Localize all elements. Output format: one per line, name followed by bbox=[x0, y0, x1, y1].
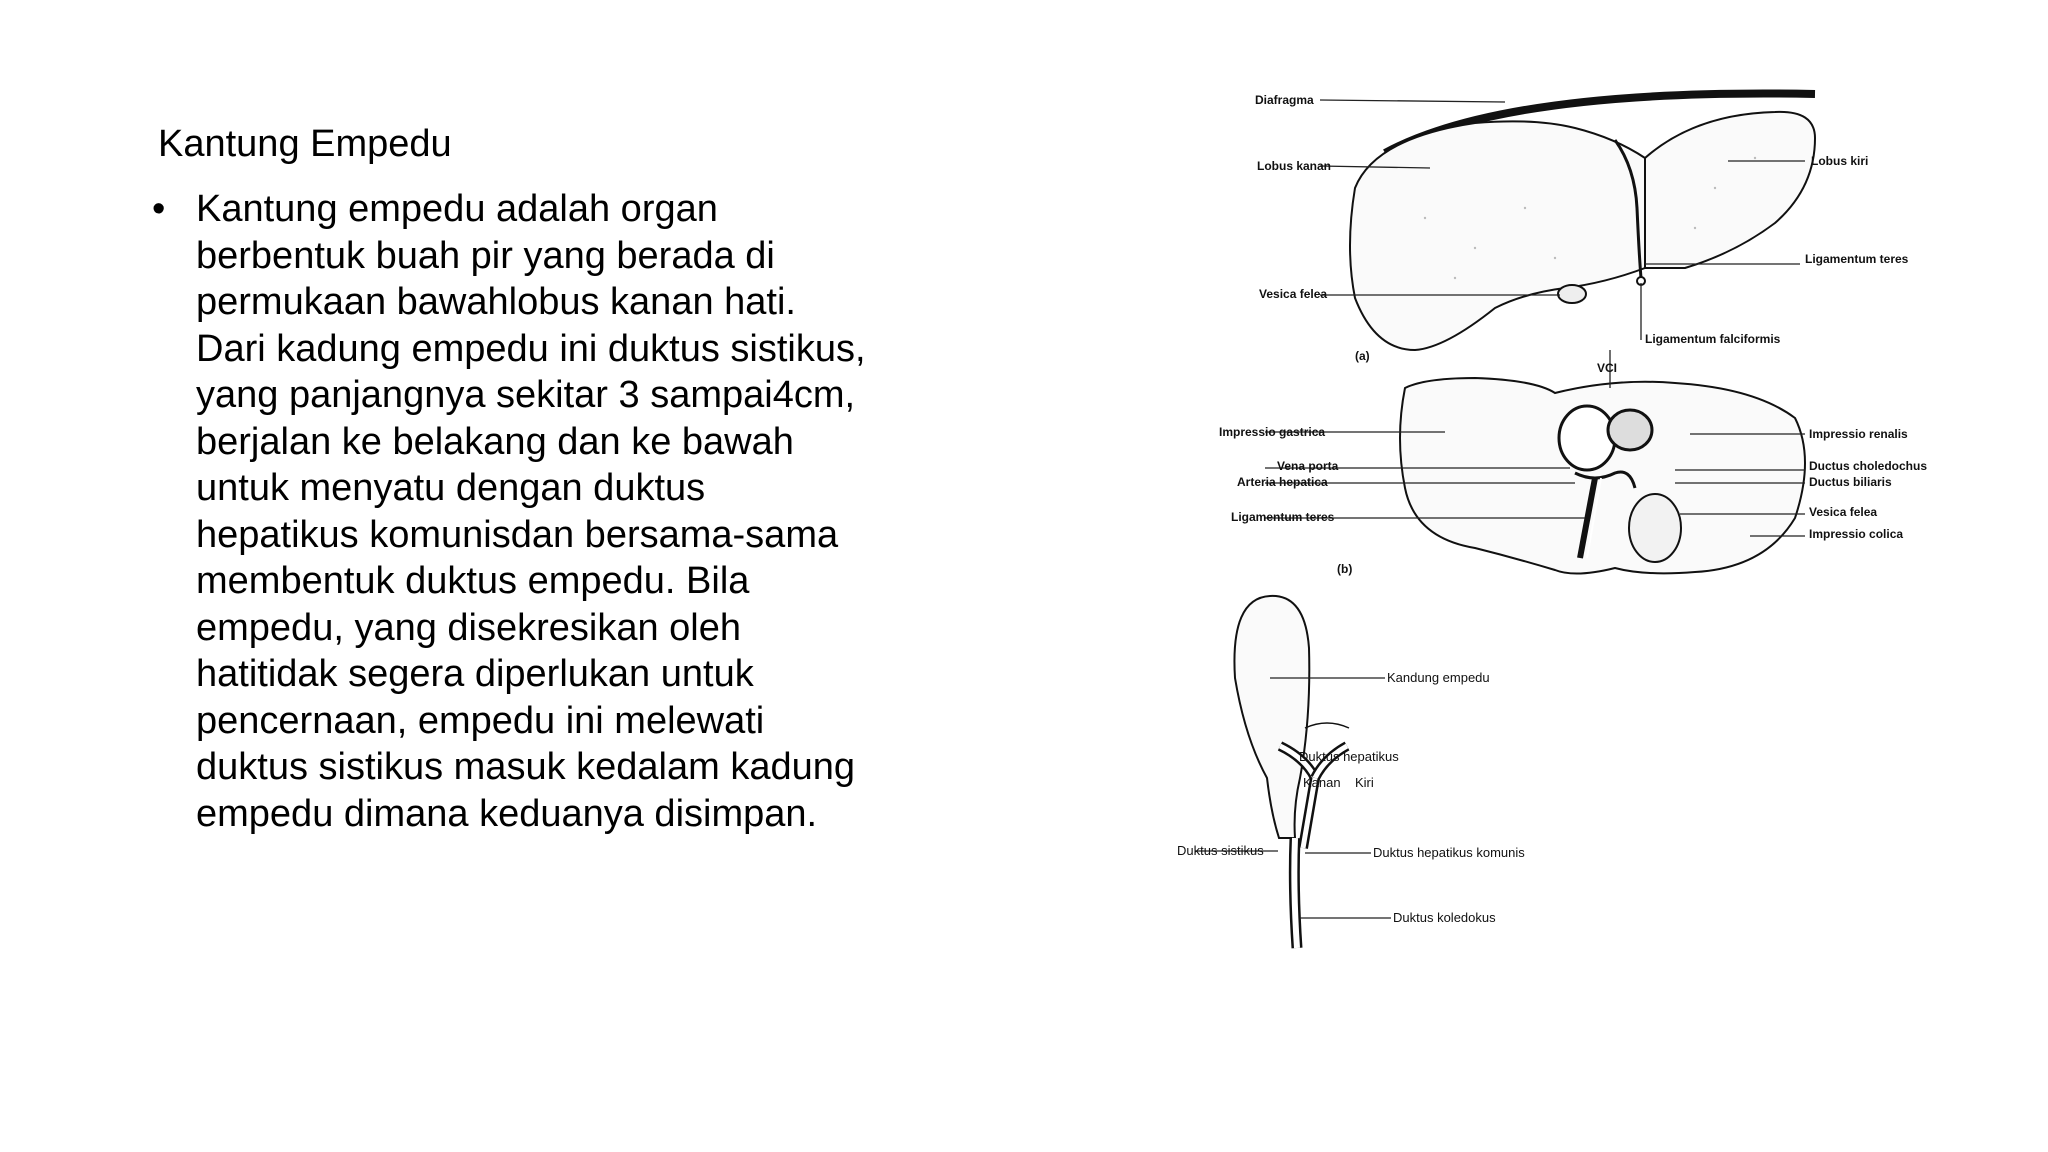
slide-title: Kantung Empedu bbox=[158, 123, 452, 165]
label-vesica-felea-b: Vesica felea bbox=[1809, 505, 1878, 519]
label-ligamentum-teres-b: Ligamentum teres bbox=[1231, 510, 1335, 524]
label-arteria-hepatica: Arteria hepatica bbox=[1237, 475, 1328, 489]
label-duktus-hepatikus: Duktus hepatikus bbox=[1299, 749, 1399, 764]
panel-a-liver-anterior bbox=[1255, 93, 1909, 363]
panel-b-liver-inferior bbox=[1219, 350, 1927, 576]
label-impressio-gastrica: Impressio gastrica bbox=[1219, 425, 1326, 439]
label-ligamentum-teres-a: Ligamentum teres bbox=[1805, 252, 1909, 266]
label-ligamentum-falciformis: Ligamentum falciformis bbox=[1645, 332, 1781, 346]
label-vesica-felea-a: Vesica felea bbox=[1259, 287, 1328, 301]
caption-b: (b) bbox=[1337, 562, 1353, 576]
label-impressio-colica: Impressio colica bbox=[1809, 527, 1904, 541]
label-lobus-kiri: Lobus kiri bbox=[1811, 154, 1869, 168]
panel-c-gallbladder bbox=[1177, 596, 1525, 948]
label-kandung-empedu: Kandung empedu bbox=[1387, 670, 1490, 685]
vesica-felea-shape bbox=[1558, 285, 1586, 303]
label-kanan: Kanan bbox=[1303, 775, 1341, 790]
bullet-list bbox=[152, 186, 872, 837]
liver-left-lobe bbox=[1645, 112, 1815, 268]
anatomy-diagram bbox=[1175, 78, 2005, 958]
label-ductus-choledochus: Ductus choledochus bbox=[1809, 459, 1928, 473]
label-vci: VCI bbox=[1597, 361, 1618, 375]
gallbladder-shape bbox=[1234, 596, 1309, 838]
label-ductus-biliaris: Ductus biliaris bbox=[1809, 475, 1892, 489]
label-duktus-koledokus: Duktus koledokus bbox=[1393, 910, 1496, 925]
label-vena-porta: Vena porta bbox=[1277, 459, 1339, 473]
caption-a: (a) bbox=[1355, 349, 1370, 363]
anatomy-figure bbox=[1175, 78, 2005, 958]
label-kiri: Kiri bbox=[1355, 775, 1374, 790]
label-duktus-hepatikus-komunis: Duktus hepatikus komunis bbox=[1373, 845, 1525, 860]
label-impressio-renalis: Impressio renalis bbox=[1809, 427, 1908, 441]
bullet-marker: • bbox=[152, 188, 166, 230]
label-duktus-sistikus: Duktus sistikus bbox=[1177, 843, 1264, 858]
liver-right-lobe bbox=[1350, 121, 1645, 350]
label-diafragma: Diafragma bbox=[1255, 93, 1314, 107]
bullet-paragraph: Kantung empedu adalah organ berbentuk buah pir yang berada di permukaan bawahlobus kanan hati. Dari kadung empedu ini duktus sistikus, yang panjangnya sekitar 3 sampai4cm, berjalan ke belakang dan ke bawah untuk menyatu dengan duktus hepatikus komunisdan bersama-sama membentuk duktus empedu. Bila empedu, yang disekresikan oleh hatitidak segera diperlukan untuk pencernaan, empedu ini melewati duktus sistikus masuk kedalam kadung empedu dimana keduanya disimpan. bbox=[196, 188, 866, 835]
label-lobus-kanan: Lobus kanan bbox=[1257, 159, 1332, 173]
